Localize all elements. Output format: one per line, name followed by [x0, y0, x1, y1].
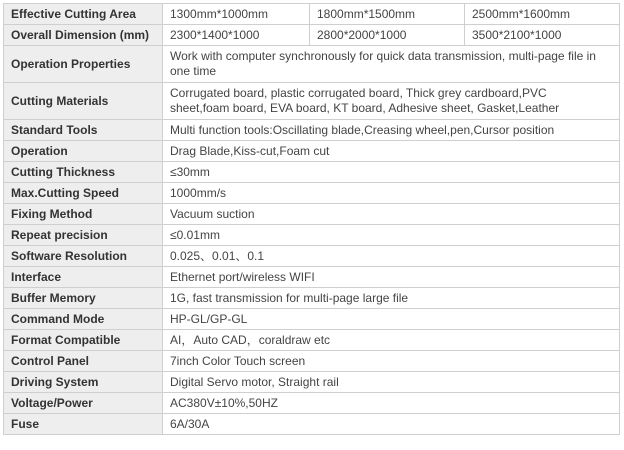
spec-value: AC380V±10%,50HZ	[163, 393, 620, 414]
table-row	[4, 162, 620, 183]
table-row	[4, 393, 620, 414]
spec-value: 6A/30A	[163, 414, 620, 435]
spec-value: 7inch Color Touch screen	[163, 351, 620, 372]
spec-label: Operation Properties	[4, 46, 163, 83]
table-row	[4, 414, 620, 435]
spec-label: Interface	[4, 267, 163, 288]
table-row	[4, 204, 620, 225]
spec-label: Cutting Materials	[4, 83, 163, 120]
spec-value: 2300*1400*1000	[163, 25, 310, 46]
spec-value: 1300mm*1000mm	[163, 4, 310, 25]
spec-value: 1000mm/s	[163, 183, 620, 204]
spec-label: Standard Tools	[4, 120, 163, 141]
spec-label: Operation	[4, 141, 163, 162]
table-row	[4, 330, 620, 351]
spec-value: HP-GL/GP-GL	[163, 309, 620, 330]
spec-label: Voltage/Power	[4, 393, 163, 414]
table-row	[4, 351, 620, 372]
spec-label: Overall Dimension (mm)	[4, 25, 163, 46]
spec-label: Software Resolution	[4, 246, 163, 267]
table-row	[4, 267, 620, 288]
spec-value: ≤30mm	[163, 162, 620, 183]
spec-value: Work with computer synchronously for quick data transmission, multi-page file in one time	[163, 46, 620, 83]
spec-value: 1G, fast transmission for multi-page large file	[163, 288, 620, 309]
table-row	[4, 83, 620, 120]
spec-value: Vacuum suction	[163, 204, 620, 225]
spec-label: Buffer Memory	[4, 288, 163, 309]
spec-label: Repeat precision	[4, 225, 163, 246]
spec-value: AI，Auto CAD，coraldraw etc	[163, 330, 620, 351]
spec-table	[3, 3, 620, 435]
table-row	[4, 4, 620, 25]
spec-value: 3500*2100*1000	[465, 25, 620, 46]
spec-label: Command Mode	[4, 309, 163, 330]
table-row	[4, 25, 620, 46]
spec-value: 0.025、0.01、0.1	[163, 246, 620, 267]
spec-label: Format Compatible	[4, 330, 163, 351]
spec-value: 2500mm*1600mm	[465, 4, 620, 25]
spec-label: Driving System	[4, 372, 163, 393]
spec-label: Effective Cutting Area	[4, 4, 163, 25]
spec-value: Digital Servo motor, Straight rail	[163, 372, 620, 393]
table-row	[4, 183, 620, 204]
table-row	[4, 372, 620, 393]
spec-label: Fuse	[4, 414, 163, 435]
spec-value: 2800*2000*1000	[310, 25, 465, 46]
spec-label: Control Panel	[4, 351, 163, 372]
spec-label: Max.Cutting Speed	[4, 183, 163, 204]
spec-label: Cutting Thickness	[4, 162, 163, 183]
table-row	[4, 225, 620, 246]
table-row	[4, 246, 620, 267]
spec-value: Ethernet port/wireless WIFI	[163, 267, 620, 288]
spec-value: Multi function tools:Oscillating blade,Creasing wheel,pen,Cursor position	[163, 120, 620, 141]
table-row	[4, 288, 620, 309]
spec-value: ≤0.01mm	[163, 225, 620, 246]
table-row	[4, 46, 620, 83]
spec-value: Corrugated board, plastic corrugated board, Thick grey cardboard,PVC sheet,foam board, EVA board, KT board, Adhesive sheet, Gasket,Leather	[163, 83, 620, 120]
spec-value: 1800mm*1500mm	[310, 4, 465, 25]
table-row	[4, 141, 620, 162]
spec-label: Fixing Method	[4, 204, 163, 225]
spec-value: Drag Blade,Kiss-cut,Foam cut	[163, 141, 620, 162]
table-row	[4, 309, 620, 330]
table-row	[4, 120, 620, 141]
